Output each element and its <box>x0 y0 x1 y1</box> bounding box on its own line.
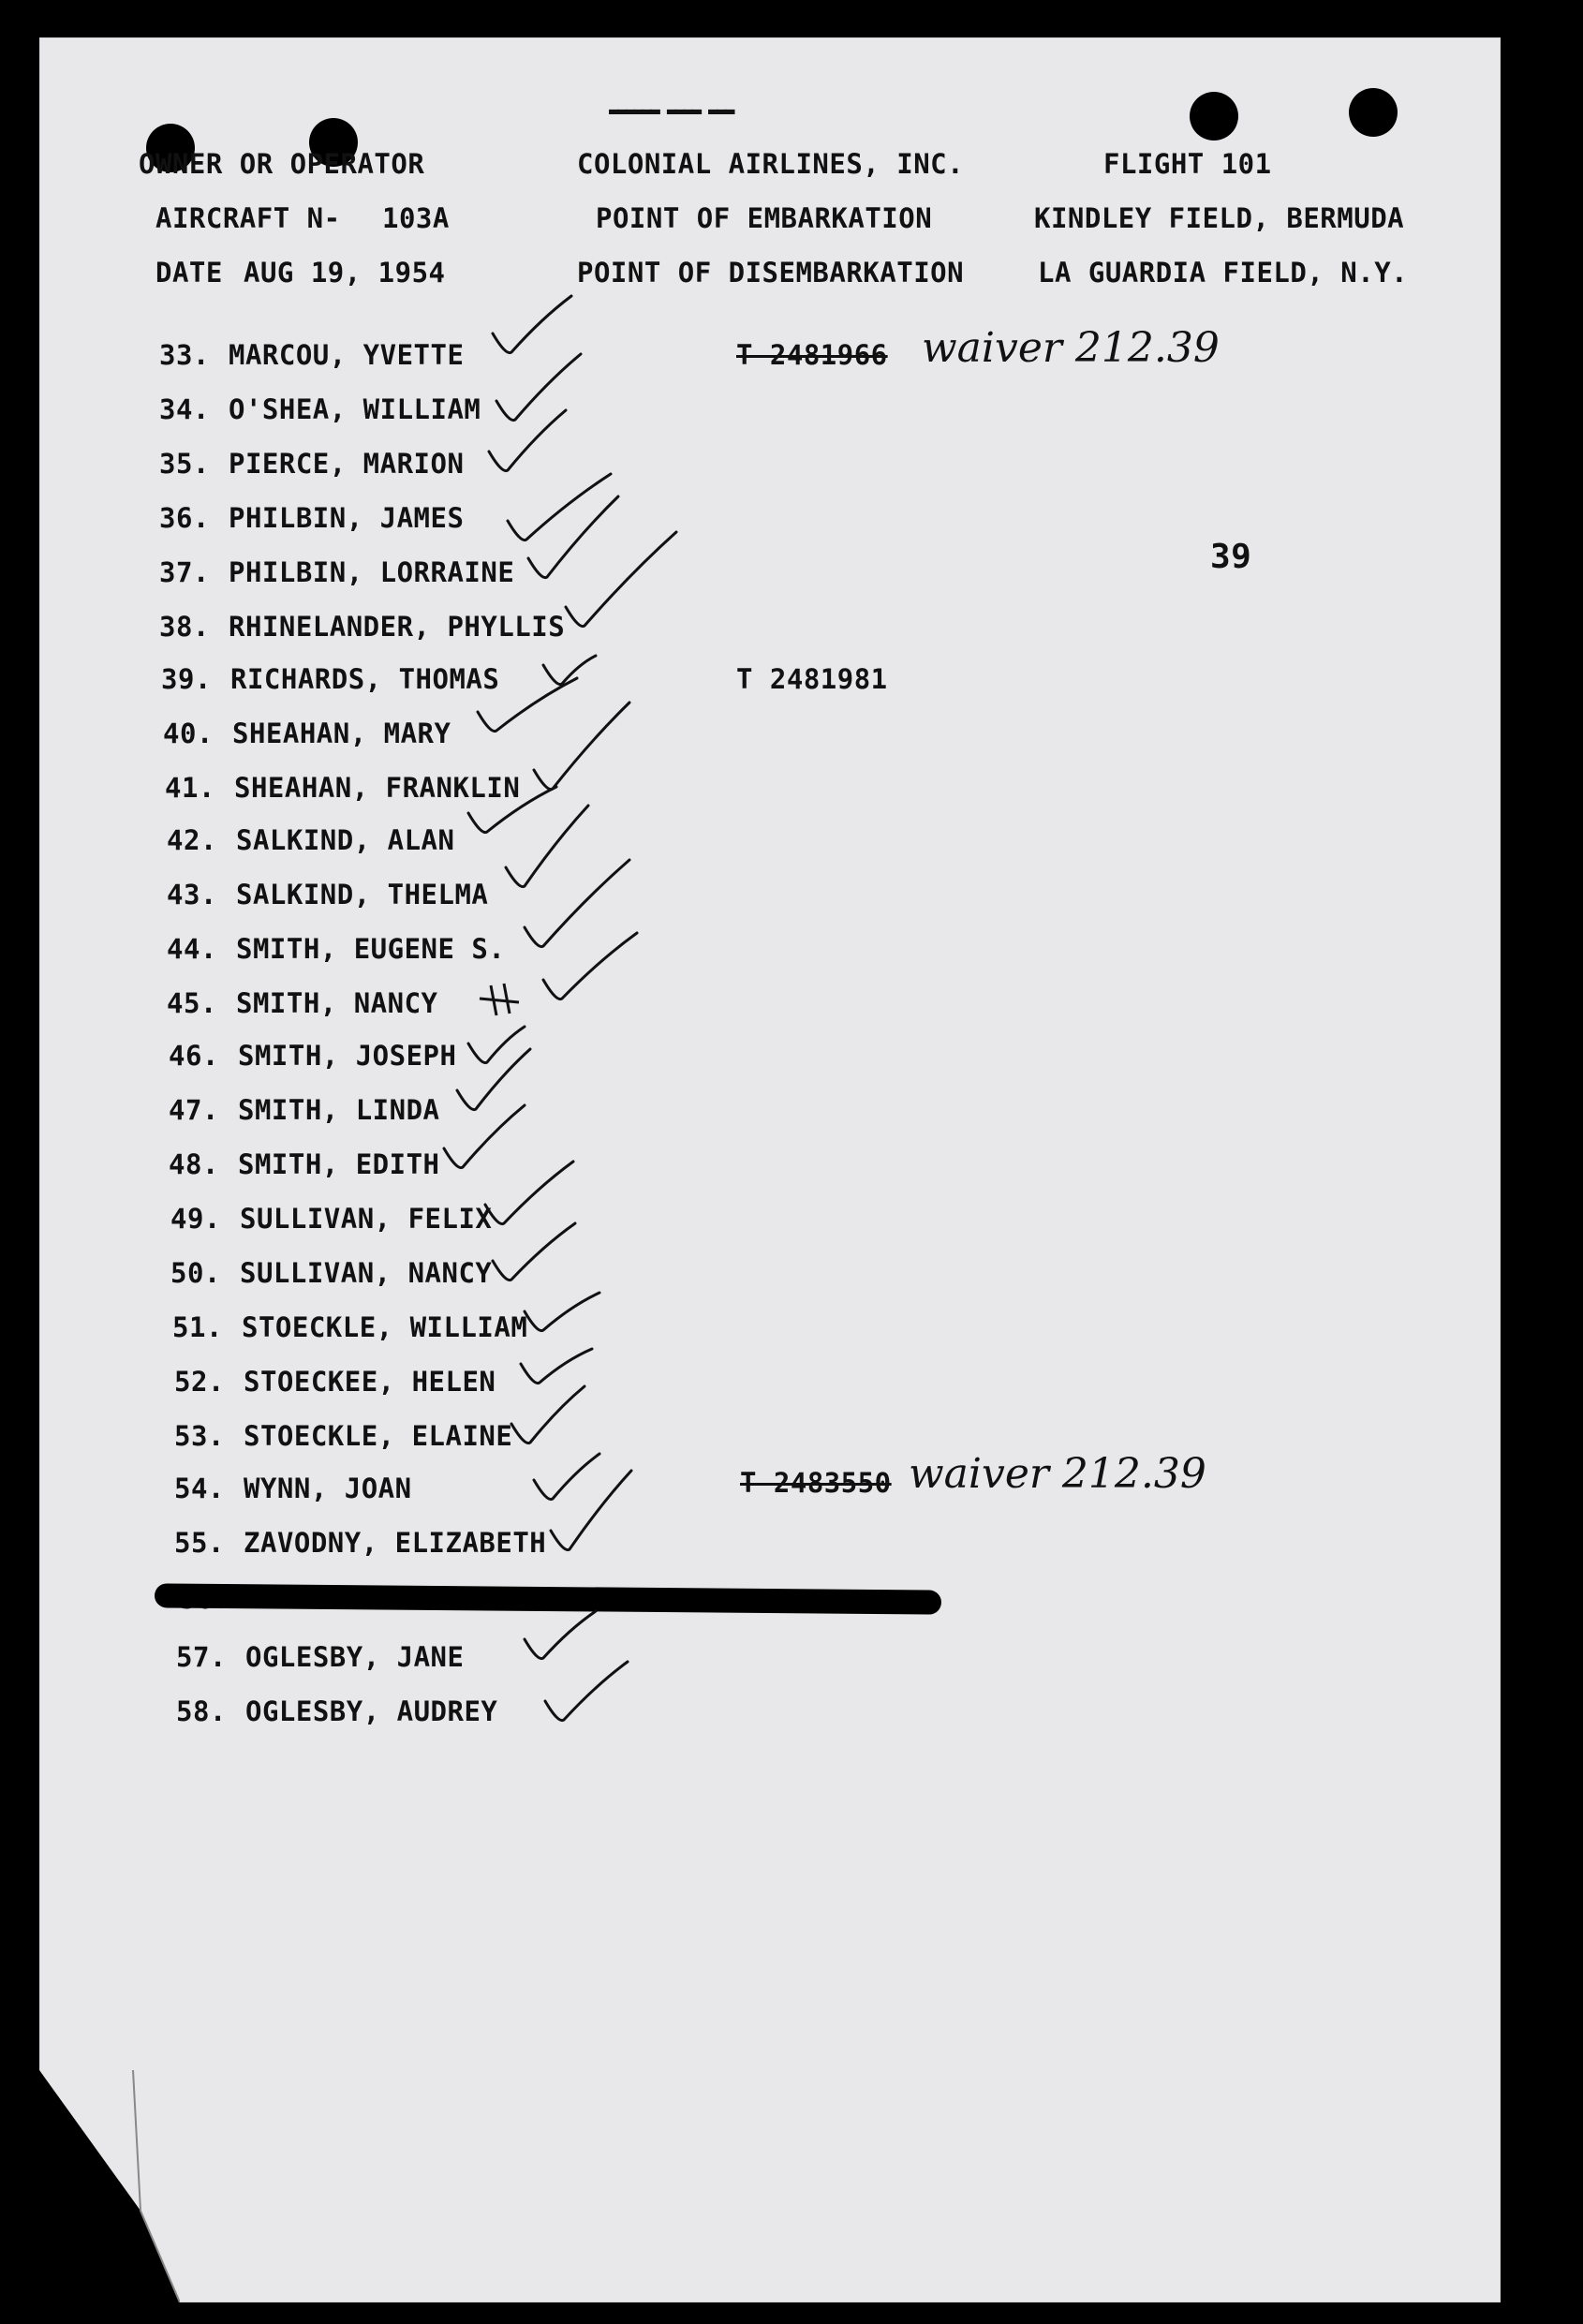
passenger-name: SULLIVAN, FELIX <box>240 1203 493 1235</box>
passenger-name: ZAVODNY, ELIZABETH <box>244 1527 547 1559</box>
ticket-number-struck: T 2481966 <box>736 339 888 371</box>
passenger-name: PHILBIN, LORRAINE <box>229 556 515 588</box>
passenger-name: RICHARDS, THOMAS <box>230 663 500 695</box>
check-mark <box>543 933 637 999</box>
aircraft-label: AIRCRAFT N- <box>155 202 341 234</box>
check-mark <box>457 1049 530 1110</box>
passenger-name: WYNN, JOAN <box>244 1473 412 1504</box>
date-value: AUG 19, 1954 <box>244 257 446 289</box>
passenger-name: RHINELANDER, PHYLLIS <box>229 611 566 643</box>
check-mark <box>534 1454 599 1500</box>
passenger-name: SMITH, EDITH <box>238 1148 440 1180</box>
check-mark <box>525 860 629 947</box>
embark-label: POINT OF EMBARKATION <box>596 202 933 234</box>
passenger-number: 43. <box>167 879 217 910</box>
page-number: 39 <box>1210 538 1252 576</box>
passenger-number: 57. <box>176 1641 227 1673</box>
embark-value: KINDLEY FIELD, BERMUDA <box>1034 202 1405 234</box>
ticket-number-struck: T 2483550 <box>740 1467 892 1499</box>
passenger-name: SMITH, LINDA <box>238 1094 440 1126</box>
check-mark <box>493 296 571 353</box>
passenger-number: 44. <box>167 933 217 965</box>
disembark-value: LA GUARDIA FIELD, N.Y. <box>1038 257 1409 289</box>
owner-value: COLONIAL AIRLINES, INC. <box>577 148 965 180</box>
passenger-name: OGLESBY, JANE <box>245 1641 465 1673</box>
check-mark <box>478 678 577 732</box>
passenger-name: OGLESBY, AUDREY <box>245 1695 498 1727</box>
passenger-number: 36. <box>159 502 210 534</box>
check-mark <box>543 656 596 685</box>
passenger-number: 48. <box>169 1148 219 1180</box>
tally-mark <box>480 984 519 1015</box>
passenger-number: 49. <box>170 1203 221 1235</box>
check-mark <box>468 787 556 833</box>
check-mark <box>496 354 581 421</box>
passenger-number: 58. <box>176 1695 227 1727</box>
aircraft-value: 103A <box>382 202 450 234</box>
check-mark <box>468 1027 525 1063</box>
passenger-number: 52. <box>174 1366 225 1398</box>
passenger-name: PIERCE, MARION <box>229 448 465 480</box>
passenger-number: 45. <box>167 987 217 1019</box>
check-mark <box>493 1223 575 1280</box>
passenger-name: STOECKEE, HELEN <box>244 1366 496 1398</box>
passenger-name: SHEAHAN, MARY <box>232 718 451 749</box>
passenger-number: 53. <box>174 1420 225 1452</box>
passenger-number: 55. <box>174 1527 225 1559</box>
check-mark <box>551 1471 631 1550</box>
check-mark <box>528 496 618 578</box>
check-mark <box>511 1386 584 1443</box>
waiver-note: waiver 212.39 <box>922 324 1220 372</box>
passenger-number: 40. <box>163 718 214 749</box>
passenger-name: SMITH, JOSEPH <box>238 1040 457 1072</box>
passenger-number: 46. <box>169 1040 219 1072</box>
passenger-number: 33. <box>159 339 210 371</box>
passenger-name: STOECKLE, ELAINE <box>244 1420 513 1452</box>
passenger-number: 38. <box>159 611 210 643</box>
folded-corner <box>39 2070 180 2302</box>
passenger-number: 42. <box>167 824 217 856</box>
passenger-number: 50. <box>170 1257 221 1289</box>
passenger-name: SHEAHAN, FRANKLIN <box>234 772 521 804</box>
ticket-number: T 2481981 <box>736 663 888 695</box>
check-mark <box>521 1349 592 1384</box>
check-mark <box>525 1293 599 1331</box>
waiver-note: waiver 212.39 <box>909 1450 1206 1498</box>
passenger-number: 54. <box>174 1473 225 1504</box>
check-mark <box>508 474 611 540</box>
passenger-name: SMITH, NANCY <box>236 987 438 1019</box>
check-mark <box>545 1662 628 1721</box>
check-mark <box>525 1611 596 1659</box>
check-mark <box>489 410 566 471</box>
passenger-number: 34. <box>159 393 210 425</box>
passenger-number: 41. <box>165 772 215 804</box>
check-mark <box>534 703 629 790</box>
date-label: DATE <box>155 257 223 289</box>
passenger-number: 35. <box>159 448 210 480</box>
passenger-name: PHILBIN, JAMES <box>229 502 465 534</box>
passenger-name: STOECKLE, WILLIAM <box>242 1311 528 1343</box>
passenger-name: SALKIND, THELMA <box>236 879 489 910</box>
passenger-number: 37. <box>159 556 210 588</box>
disembark-label: POINT OF DISEMBARKATION <box>577 257 965 289</box>
passenger-number: 39. <box>161 663 212 695</box>
passenger-name: SALKIND, ALAN <box>236 824 455 856</box>
check-mark <box>506 806 588 887</box>
check-mark <box>444 1105 525 1168</box>
passenger-number: 47. <box>169 1094 219 1126</box>
flight-number: FLIGHT 101 <box>1103 148 1272 180</box>
passenger-name: SMITH, EUGENE S. <box>236 933 506 965</box>
check-mark <box>485 1162 573 1224</box>
passenger-name: SULLIVAN, NANCY <box>240 1257 493 1289</box>
top-stamp: ▬▬▬▬▬▬ ▬▬▬▬ ▬▬▬ <box>609 101 733 121</box>
check-mark <box>566 532 676 627</box>
owner-label: OWNER OR OPERATOR <box>139 148 425 180</box>
passenger-name: O'SHEA, WILLIAM <box>229 393 481 425</box>
passenger-number: 51. <box>172 1311 223 1343</box>
passenger-name: MARCOU, YVETTE <box>229 339 465 371</box>
